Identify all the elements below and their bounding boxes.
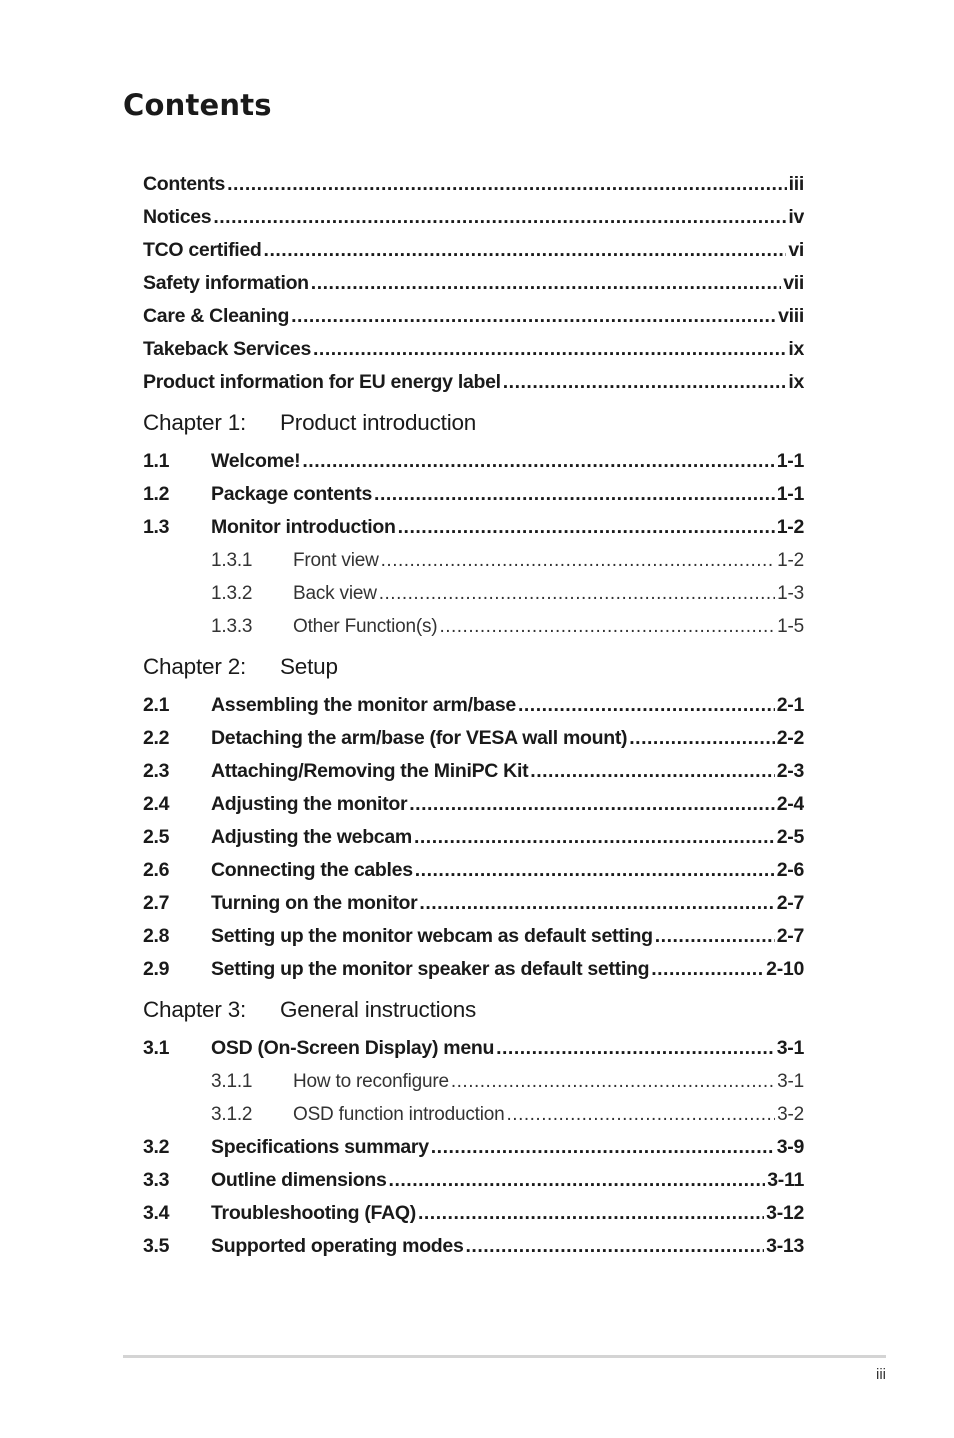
section-page: 1-1: [776, 483, 804, 505]
chapter-heading[interactable]: [143, 990, 804, 1030]
section-page: 1-3: [777, 583, 804, 604]
section-number: 1.3.2: [211, 583, 253, 604]
table-of-contents: [143, 168, 804, 1263]
section-title: Back view: [293, 583, 377, 604]
dot-leader: [507, 1098, 776, 1131]
toc-entry-title: Product information for EU energy label: [143, 371, 501, 393]
chapter-label: Chapter 2:: [143, 654, 247, 679]
section-number: 1.3.1: [211, 550, 253, 571]
toc-section[interactable]: [143, 1197, 804, 1230]
toc-section[interactable]: [143, 722, 804, 755]
section-number: 2.8: [143, 925, 170, 947]
toc-entry-page: ix: [788, 371, 804, 393]
chapter-label: Chapter 3:: [143, 997, 247, 1022]
section-page: 3-2: [777, 1104, 804, 1125]
section-page: 2-6: [776, 859, 804, 881]
section-number: 2.3: [143, 760, 170, 782]
dot-leader: [227, 168, 787, 201]
section-number: 2.9: [143, 958, 170, 980]
toc-section[interactable]: [143, 1032, 804, 1065]
toc-entry-title: Contents: [143, 173, 226, 195]
toc-section[interactable]: [143, 920, 804, 953]
dot-leader: [291, 300, 776, 333]
section-page: 1-5: [777, 616, 804, 637]
toc-subsection[interactable]: [143, 610, 804, 643]
dot-leader: [651, 953, 764, 986]
section-number: 1.3.3: [211, 616, 253, 637]
toc-entry[interactable]: [143, 333, 804, 366]
section-number: 1.2: [143, 483, 170, 505]
toc-section[interactable]: [143, 511, 804, 544]
toc-entry-title: Notices: [143, 206, 212, 228]
dot-leader: [374, 478, 775, 511]
chapter-label: Chapter 1:: [143, 410, 247, 435]
dot-leader: [415, 854, 775, 887]
section-number: 1.3: [143, 516, 170, 538]
section-page: 1-1: [776, 450, 804, 472]
dot-leader: [409, 788, 774, 821]
dot-leader: [414, 821, 775, 854]
section-title: Package contents: [211, 483, 373, 505]
dot-leader: [311, 267, 781, 300]
section-number: 1.1: [143, 450, 170, 472]
toc-entry[interactable]: [143, 300, 804, 333]
toc-section[interactable]: [143, 953, 804, 986]
section-page: 3-13: [766, 1235, 804, 1257]
dot-leader: [466, 1230, 765, 1263]
section-page: 2-7: [776, 892, 804, 914]
section-page: 1-2: [776, 516, 804, 538]
toc-section[interactable]: [143, 478, 804, 511]
section-title: Attaching/Removing the MiniPC Kit: [211, 760, 529, 782]
toc-entry-title: Care & Cleaning: [143, 305, 290, 327]
section-number: 3.1.1: [211, 1071, 253, 1092]
toc-entry[interactable]: [143, 234, 804, 267]
section-title: Welcome!: [211, 450, 301, 472]
dot-leader: [431, 1131, 775, 1164]
section-page: 2-4: [776, 793, 804, 815]
section-page: 2-5: [776, 826, 804, 848]
section-number: 2.5: [143, 826, 170, 848]
toc-subsection[interactable]: [143, 1098, 804, 1131]
toc-entry[interactable]: [143, 267, 804, 300]
chapter-heading[interactable]: [143, 403, 804, 443]
toc-section[interactable]: [143, 689, 804, 722]
section-title: Other Function(s): [293, 616, 438, 637]
toc-section[interactable]: [143, 1164, 804, 1197]
toc-section[interactable]: [143, 445, 804, 478]
section-title: OSD function introduction: [293, 1104, 505, 1125]
section-number: 3.4: [143, 1202, 170, 1224]
section-page: 2-1: [776, 694, 804, 716]
footer-page-number: iii: [876, 1366, 886, 1383]
chapter-heading[interactable]: [143, 647, 804, 687]
section-number: 3.1.2: [211, 1104, 253, 1125]
toc-section[interactable]: [143, 1230, 804, 1263]
toc-entry-page: viii: [778, 305, 804, 327]
page-title: Contents: [123, 88, 272, 122]
toc-subsection[interactable]: [143, 577, 804, 610]
dot-leader: [451, 1065, 775, 1098]
chapter-title: Product introduction: [280, 410, 477, 435]
dot-leader: [655, 920, 775, 953]
section-page: 3-1: [777, 1071, 804, 1092]
section-number: 3.5: [143, 1235, 170, 1257]
section-page: 2-10: [766, 958, 804, 980]
section-page: 2-2: [776, 727, 804, 749]
section-number: 3.1: [143, 1037, 170, 1059]
dot-leader: [264, 234, 787, 267]
toc-entry-page: vii: [783, 272, 804, 294]
toc-entry-page: vi: [788, 239, 804, 261]
toc-entry-title: TCO certified: [143, 239, 262, 261]
section-title: Troubleshooting (FAQ): [211, 1202, 416, 1224]
dot-leader: [439, 610, 775, 643]
dot-leader: [496, 1032, 775, 1065]
dot-leader: [503, 366, 787, 399]
toc-section[interactable]: [143, 821, 804, 854]
section-title: Front view: [293, 550, 379, 571]
toc-section[interactable]: [143, 755, 804, 788]
dot-leader: [418, 1197, 764, 1230]
section-number: 2.7: [143, 892, 170, 914]
toc-subsection[interactable]: [143, 544, 804, 577]
section-title: Monitor introduction: [211, 516, 396, 538]
section-title: Specifications summary: [211, 1136, 429, 1158]
footer-divider: [123, 1355, 886, 1358]
toc-section[interactable]: [143, 854, 804, 887]
section-title: Setting up the monitor speaker as default setting: [211, 958, 650, 980]
section-title: Outline dimensions: [211, 1169, 387, 1191]
toc-entry-page: iii: [788, 173, 804, 195]
section-number: 2.6: [143, 859, 170, 881]
section-title: Adjusting the monitor: [211, 793, 408, 815]
section-page: 2-3: [776, 760, 804, 782]
toc-section[interactable]: [143, 1131, 804, 1164]
dot-leader: [530, 755, 774, 788]
toc-entry[interactable]: [143, 168, 804, 201]
dot-leader: [313, 333, 786, 366]
section-page: 3-1: [776, 1037, 804, 1059]
section-title: Turning on the monitor: [211, 892, 418, 914]
section-page: 3-9: [776, 1136, 804, 1158]
section-number: 3.3: [143, 1169, 170, 1191]
section-number: 2.1: [143, 694, 170, 716]
section-title: OSD (On-Screen Display) menu: [211, 1037, 495, 1059]
toc-section[interactable]: [143, 887, 804, 920]
section-number: 3.2: [143, 1136, 170, 1158]
dot-leader: [302, 445, 774, 478]
section-title: Detaching the arm/base (for VESA wall mount): [211, 727, 628, 749]
section-number: 2.4: [143, 793, 170, 815]
dot-leader: [379, 577, 775, 610]
toc-entry-title: Takeback Services: [143, 338, 312, 360]
toc-subsection[interactable]: [143, 1065, 804, 1098]
section-title: Setting up the monitor webcam as default setting: [211, 925, 653, 947]
toc-entry-page: iv: [788, 206, 804, 228]
toc-section[interactable]: [143, 788, 804, 821]
dot-leader: [398, 511, 775, 544]
dot-leader: [518, 689, 775, 722]
toc-entry-title: Safety information: [143, 272, 309, 294]
section-page: 1-2: [777, 550, 804, 571]
chapter-title: General instructions: [280, 997, 477, 1022]
section-page: 3-12: [766, 1202, 804, 1224]
dot-leader: [213, 201, 786, 234]
section-page: 3-11: [767, 1169, 804, 1191]
section-title: Connecting the cables: [211, 859, 413, 881]
toc-entry[interactable]: [143, 366, 804, 399]
section-title: Assembling the monitor arm/base: [211, 694, 516, 716]
dot-leader: [389, 1164, 766, 1197]
dot-leader: [419, 887, 774, 920]
toc-entry[interactable]: [143, 201, 804, 234]
section-number: 2.2: [143, 727, 170, 749]
dot-leader: [629, 722, 774, 755]
section-title: Supported operating modes: [211, 1235, 464, 1257]
dot-leader: [381, 544, 775, 577]
chapter-title: Setup: [280, 654, 338, 679]
section-title: How to reconfigure: [293, 1071, 449, 1092]
section-title: Adjusting the webcam: [211, 826, 412, 848]
section-page: 2-7: [776, 925, 804, 947]
toc-entry-page: ix: [788, 338, 804, 360]
